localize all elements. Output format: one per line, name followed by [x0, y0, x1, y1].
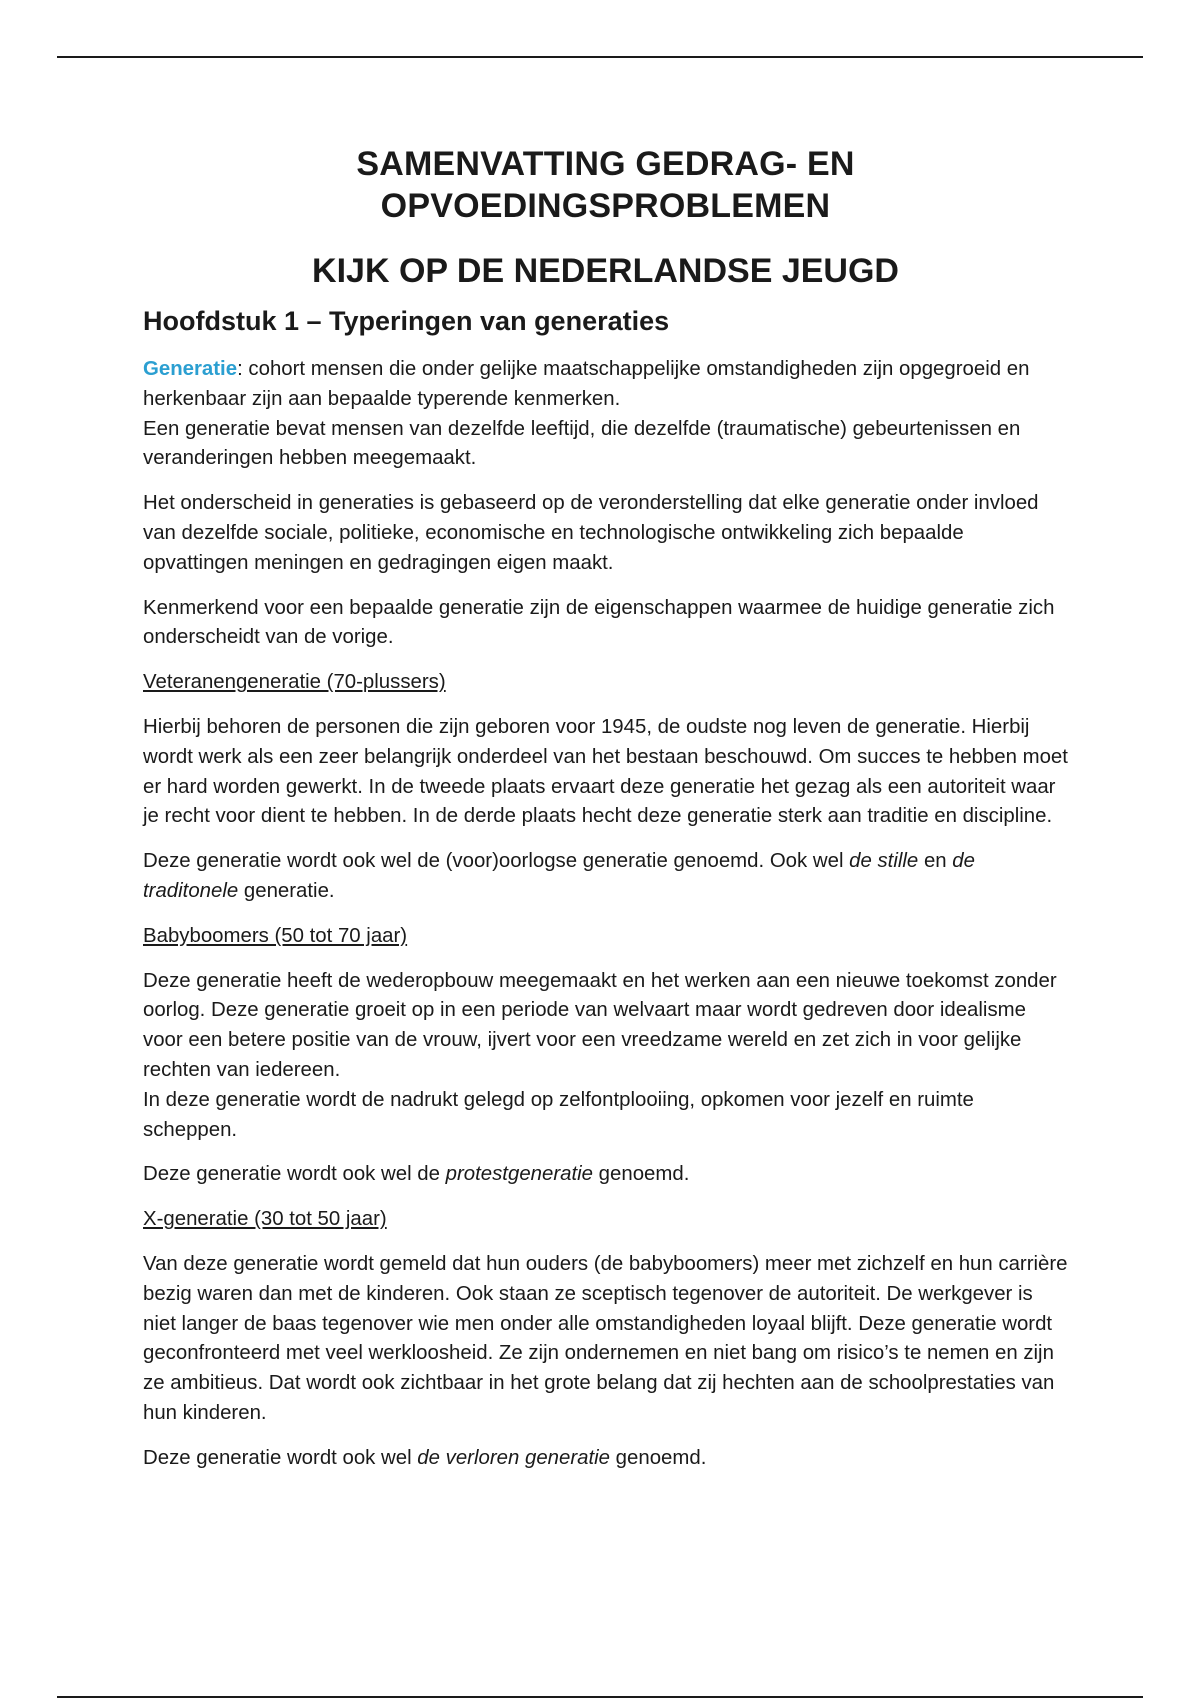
definition-text: : cohort mensen die onder gelijke maatschappelijke omstandigheden zijn opgegroeid en herkenbaar zijn aan bepaalde typerende kenmerken.: [143, 358, 1030, 410]
veterans-also-known: [143, 847, 1068, 907]
footer-rule: [57, 1696, 1143, 1698]
definition-paragraph: [143, 355, 1068, 474]
text-span: Deze generatie heeft de wederopbouw meegemaakt en het werken aan een nieuwe toekomst zonder oorlog. Deze generatie groeit op in een periode van welvaart maar wordt gedreven door idealisme voor een betere positie van de vrouw, ijvert voor een vreedzame wereld en zet zich in voor gelijke rechten van iedereen.: [143, 969, 1057, 1081]
title-line-2: OPVOEDINGSPROBLEMEN: [380, 187, 831, 225]
text-span: In deze generatie wordt de nadrukt gelegd op zelfontplooiing, opkomen voor jezelf en ruimte scheppen.: [143, 1088, 974, 1141]
text-span: Deze generatie wordt ook wel de: [143, 1163, 446, 1186]
x-generation-body: Van deze generatie wordt gemeld dat hun ouders (de babyboomers) meer met zichzelf en hun carrière bezig waren dan met de kinderen. Ook staan ze sceptisch tegenover de autoriteit. De werkgever is niet langer de baas tegenover wie men onder alle omstandigheden loyaal blijft. Deze generatie wordt geconfronteerd met veel werkloosheid. Ze zijn ondernemen en niet bang om risico’s te nemen en zijn ze ambitieus. Dat wordt ook zichtbaar in het grote belang dat zij hechten aan de schoolprestaties van hun kinderen.: [143, 1252, 1068, 1424]
emphasis: de verloren generatie: [417, 1446, 611, 1469]
text-span: Deze generatie wordt ook wel: [143, 1446, 418, 1469]
title-line-1: SAMENVATTING GEDRAG- EN: [356, 145, 855, 183]
section-heading-babyboomers: Babyboomers (50 tot 70 jaar): [143, 924, 408, 947]
section-heading-x-generation: X-generatie (30 tot 50 jaar): [143, 1208, 387, 1231]
text-span: genoemd.: [610, 1446, 707, 1469]
text-span: genoemd.: [593, 1163, 690, 1186]
header-rule: [57, 56, 1143, 58]
document-title: [143, 143, 1068, 227]
intro-paragraph-2: Kenmerkend voor een bepaalde generatie zijn de eigenschappen waarmee de huidige generatie zich onderscheidt van de vorige.: [143, 596, 1055, 649]
babyboomers-body: [143, 967, 1068, 1146]
emphasis: de traditonele: [143, 850, 975, 902]
chapter-heading: Hoofdstuk 1 – Typeringen van generaties: [143, 306, 670, 336]
intro-paragraph-1: Het onderscheid in generaties is gebaseerd op de veronderstelling dat elke generatie onder invloed van dezelfde sociale, politieke, economische en technologische ontwikkeling zich bepaalde opvattingen meningen en gedragingen eigen maakt.: [143, 492, 1039, 574]
text-span: Deze generatie wordt ook wel de (voor)oorlogse generatie genoemd. Ook wel: [143, 850, 850, 873]
document-body: [143, 143, 1068, 1489]
emphasis: protestgeneratie: [445, 1163, 594, 1186]
x-generation-also-known: [143, 1444, 1068, 1474]
emphasis: de stille: [849, 850, 919, 873]
defined-term: Generatie: [143, 358, 238, 380]
text-span: generatie.: [238, 879, 335, 902]
document-subtitle: KIJK OP DE NEDERLANDSE JEUGD: [312, 252, 899, 290]
veterans-body: Hierbij behoren de personen die zijn geboren voor 1945, de oudste nog leven de generatie. Hierbij wordt werk als een zeer belangrijk onderdeel van het bestaan beschouwd. Om succes te hebben moet er hard worden gewerkt. In de tweede plaats ervaart deze generatie het gezag als een autoriteit waar je recht voor dient te hebben. In de derde plaats hecht deze generatie sterk aan traditie en discipline.: [143, 715, 1068, 828]
text-span: en: [918, 850, 953, 873]
section-heading-veterans: Veteranengeneratie (70-plussers): [143, 671, 446, 694]
definition-text-2: Een generatie bevat mensen van dezelfde leeftijd, die dezelfde (traumatische) gebeurtenissen en veranderingen hebben meegemaakt.: [143, 417, 1021, 470]
babyboomers-also-known: [143, 1160, 1068, 1190]
